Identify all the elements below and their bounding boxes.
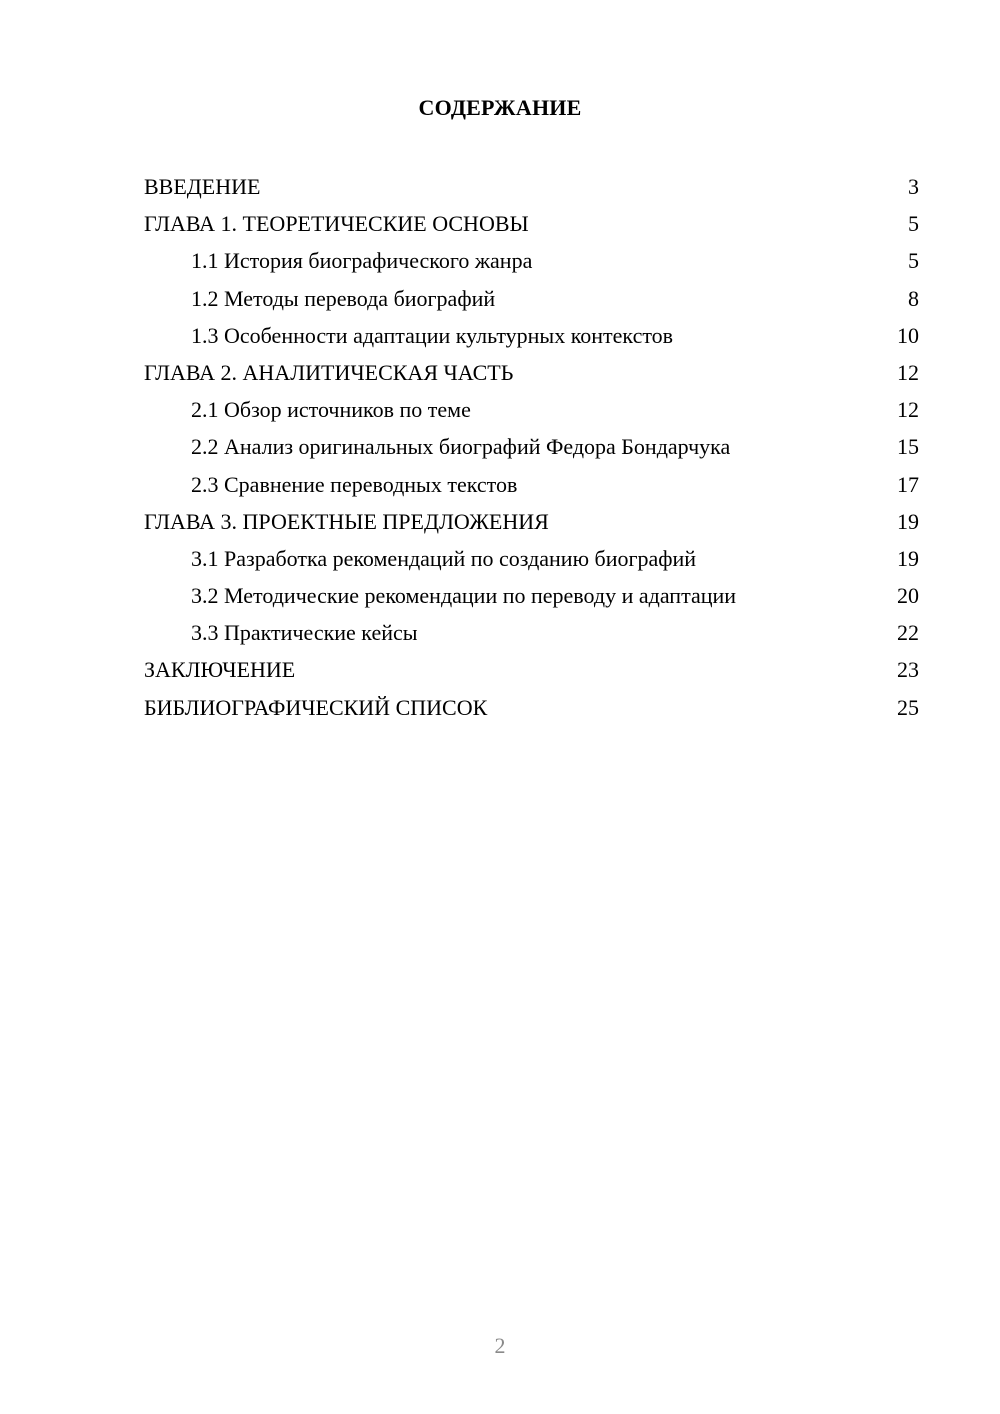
toc-entry-label: 1.3 Особенности адаптации культурных контекстов [191, 322, 674, 348]
toc-entry-label: 1.1 История биографического жанра [191, 248, 533, 274]
toc-entry-page: 3 [908, 174, 919, 199]
toc-entry[interactable] [144, 242, 919, 279]
toc-entry-page: 20 [897, 583, 919, 609]
toc-entry-page: 25 [897, 694, 919, 720]
toc-entry[interactable] [144, 428, 919, 465]
toc-entry[interactable] [144, 466, 919, 503]
toc-entry-label: ВВЕДЕНИЕ [144, 174, 261, 199]
toc-entry[interactable] [144, 689, 919, 726]
toc-title: СОДЕРЖАНИЕ [418, 95, 582, 120]
toc-entry[interactable] [144, 540, 919, 577]
page-number: 2 [494, 1333, 506, 1358]
toc-entry-label: 3.2 Методические рекомендации по переводу и адаптации [191, 583, 737, 609]
toc-entry-page: 5 [908, 211, 919, 237]
toc-entry[interactable] [144, 503, 919, 540]
toc-entry[interactable] [144, 317, 919, 354]
toc-entry-page: 23 [897, 657, 919, 683]
table-of-contents [144, 168, 919, 726]
toc-entry[interactable] [144, 391, 919, 428]
toc-entry-page: 17 [897, 471, 919, 497]
toc-entry-page: 15 [897, 434, 919, 460]
toc-entry-label: ГЛАВА 1. ТЕОРЕТИЧЕСКИЕ ОСНОВЫ [144, 211, 529, 237]
toc-entry-label: 2.3 Сравнение переводных текстов [191, 471, 518, 497]
toc-entry-label: 3.1 Разработка рекомендаций по созданию биографий [191, 545, 697, 571]
toc-entry-label: 3.3 Практические кейсы [191, 620, 418, 646]
toc-entry-label: 2.2 Анализ оригинальных биографий Федора Бондарчука [191, 434, 731, 460]
toc-entry-page: 19 [897, 545, 919, 571]
toc-entry-page: 12 [897, 359, 919, 385]
toc-entry-page: 12 [897, 397, 919, 423]
toc-entry[interactable] [144, 577, 919, 614]
toc-entry[interactable] [144, 651, 919, 688]
toc-entry-label: БИБЛИОГРАФИЧЕСКИЙ СПИСОК [144, 694, 488, 720]
toc-entry-label: 2.1 Обзор источников по теме [191, 397, 471, 423]
toc-entry[interactable] [144, 614, 919, 651]
toc-entry-page: 19 [897, 508, 919, 534]
toc-entry-page: 5 [908, 248, 919, 274]
toc-entry[interactable] [144, 205, 919, 242]
toc-entry[interactable] [144, 168, 919, 205]
toc-entry-label: ГЛАВА 3. ПРОЕКТНЫЕ ПРЕДЛОЖЕНИЯ [144, 508, 549, 534]
toc-entry-label: ГЛАВА 2. АНАЛИТИЧЕСКАЯ ЧАСТЬ [144, 359, 514, 385]
toc-entry-label: ЗАКЛЮЧЕНИЕ [144, 657, 296, 683]
toc-entry-page: 8 [908, 285, 919, 311]
toc-entry-label: 1.2 Методы перевода биографий [191, 285, 496, 311]
toc-entry-page: 22 [897, 620, 919, 646]
toc-entry-page: 10 [897, 322, 919, 348]
toc-entry[interactable] [144, 280, 919, 317]
toc-entry[interactable] [144, 354, 919, 391]
